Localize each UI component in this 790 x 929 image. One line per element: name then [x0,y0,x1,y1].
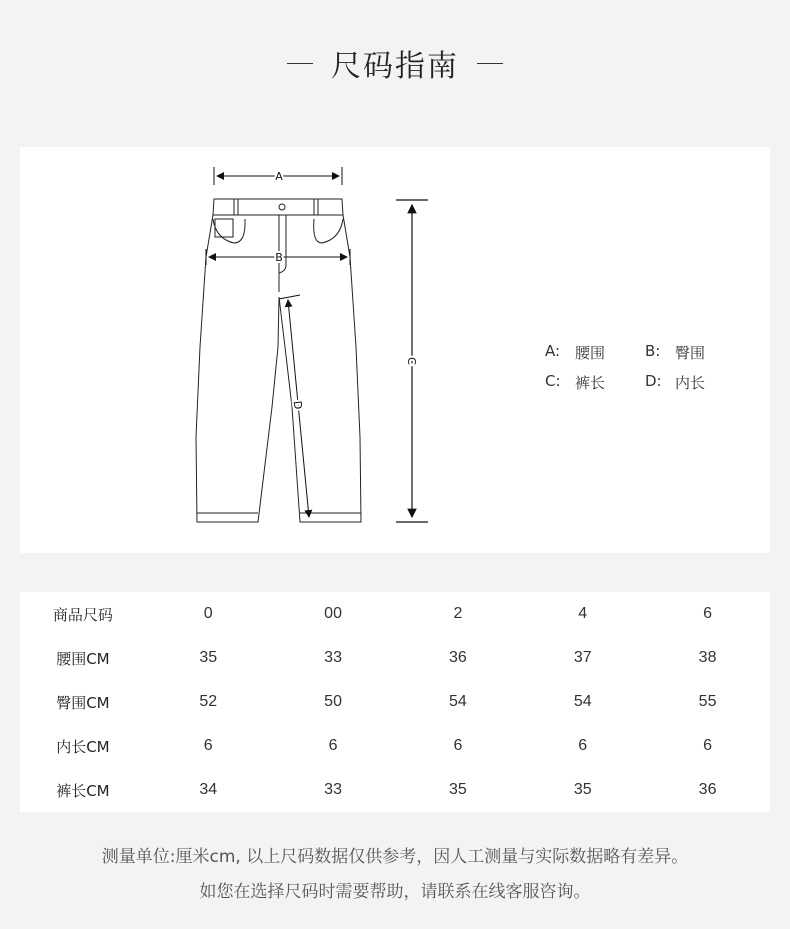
table-cell: 33 [324,781,342,798]
table-cell: 52 [199,693,218,710]
legend-item-d: D: 内长 [645,371,706,392]
support-note: 如您在选择尺码时需要帮助，请联系在线客服咨询。 [199,882,591,902]
table-row [20,724,770,768]
table-row [20,592,770,636]
page-header [0,38,790,88]
row-header: 商品尺码 [52,605,113,624]
legend-item-b: B: 臀围 [645,341,706,362]
table-cell: 33 [324,649,342,666]
coin-pocket [215,219,233,237]
measure-d-label: D [290,400,305,410]
size-table [20,592,770,812]
table-cell: 36 [449,649,467,666]
table-cell: 6 [203,737,213,754]
measure-b-label: B [275,251,283,264]
table-cell: 54 [573,693,592,710]
table-cell: 4 [578,605,588,622]
table-cell: 6 [703,737,713,754]
table-cell: 36 [698,781,717,798]
table-cell: 6 [578,737,588,754]
table-row [20,636,770,680]
table-cell: 0 [203,605,213,622]
left-leg [196,215,279,522]
waistband [213,199,343,215]
button [279,204,285,210]
table-cell: 00 [324,605,342,622]
belt-loop-right [314,199,318,215]
table-row [20,680,770,724]
row-header: 腰围CM [56,649,110,668]
row-header: 臀围CM [56,693,110,712]
table-cell: 35 [449,781,467,798]
front-pocket-left [213,219,245,243]
table-cell: 2 [453,605,463,622]
table-row [20,768,770,812]
measure-c-label: C [405,357,418,365]
legend-row [545,337,745,367]
table-cell: 50 [324,693,342,710]
legend-item-a: A: 腰围 [545,341,606,362]
measure-a-label: A [275,170,283,183]
legend-item-c: C: 裤长 [545,371,606,392]
right-leg [279,215,361,522]
front-pocket-right [314,219,343,243]
table-cell: 54 [449,693,467,710]
table-cell: 37 [573,649,592,666]
title-left-dash [287,63,313,64]
row-header: 裤长CM [56,781,110,800]
measurement-legend [545,337,745,397]
pants-outline [196,199,361,522]
table-cell: 6 [328,737,338,754]
table-cell: 35 [199,649,218,666]
measurement-diagram-card [20,147,770,553]
table-cell: 55 [698,693,717,710]
row-header: 内长CM [56,737,110,756]
table-cell: 38 [698,649,717,666]
title-right-dash [477,63,503,64]
table-cell: 34 [199,781,218,798]
page-title: 尺码指南 [331,49,459,84]
table-cell: 35 [573,781,592,798]
size-table-card [20,592,770,812]
table-cell: 6 [703,605,713,622]
legend-row [545,367,745,397]
measurement-note: 测量单位:厘米cm, 以上尺码数据仅供参考，因人工测量与实际数据略有差异。 [101,847,689,867]
belt-loop-left [234,199,238,215]
table-cell: 6 [453,737,463,754]
